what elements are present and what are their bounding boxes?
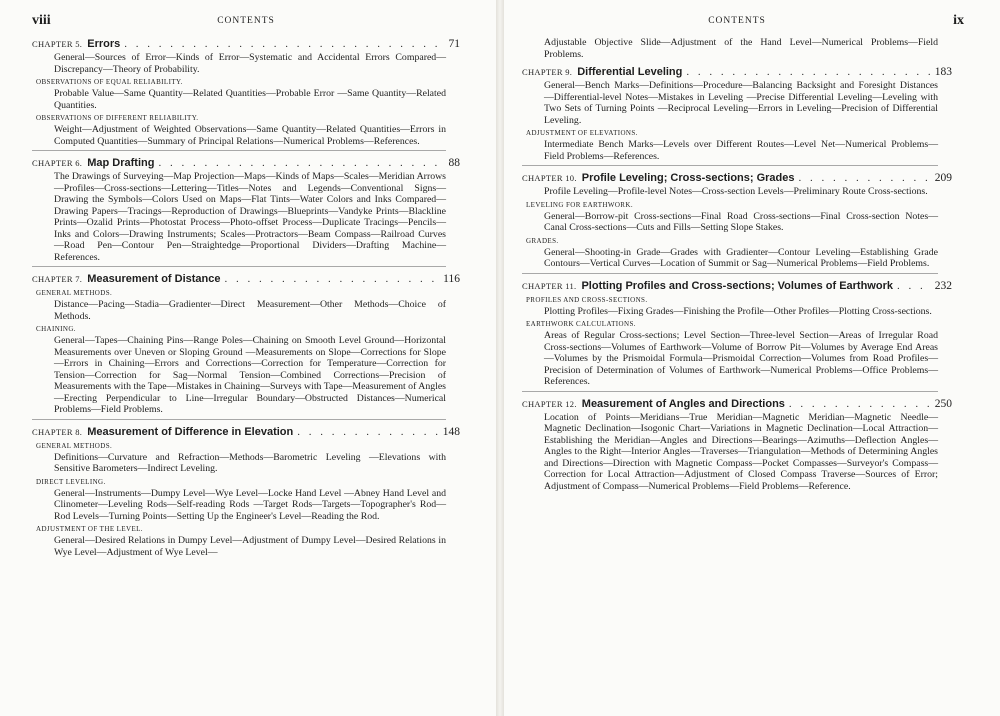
chapter-title: Profile Leveling; Cross-sections; Grades (581, 172, 795, 184)
chapter-list (32, 37, 460, 558)
section-topics: The Drawings of Surveying—Map Projection—Maps—Kinds of Maps—Scales—Meridian Arrows—Profiles—Cross-sections—Lettering—Titles—Notes and Legends—Conventional Signs—Drawing the Symbols—Colors Used on Maps—Flat Tints—Water Colors and Inks Compared—Drawing Papers—Tracings—Reproduction of Drawings—Blueprints—Vandyke Prints—Blackline Prints—Ozalid Prints—Photostat Process—Photo-offset Process—Duplicate Tracings—Pencils—Inks and Colors—Drawing Instruments; Scales—Protractors—Beam Compass—Railroad Curves —Road Pen—Contour Pen—Straightedge—Proportional Dividers—Drafting Machine—References. (54, 171, 446, 263)
leader-dots (789, 397, 931, 411)
chapter-title: Errors (87, 38, 121, 50)
chapter-title: Plotting Profiles and Cross-sections; Volumes of Earthwork (581, 279, 893, 292)
chapter-page-number: 88 (448, 157, 460, 169)
section-topics: General—Tapes—Chaining Pins—Range Poles—Chaining on Smooth Level Ground—Horizontal Measurements over Uneven or Sloping Ground —Measurements on Slope—Corrections for Slope—Errors in Chaining—Errors and Corrections—Correction for Temperature—Correction for Tension—Correction for Sag—Normal Tension—Combined Corrections—Precision of Measurements with the Tape—Mistakes in Chaining—Surveys with Tape—Measurement of Angles—Erecting Perpendicular to Line—Irregular Boundary—Obstructed Distances—Numerical Problems—Field Problems. (54, 335, 446, 415)
section-topics: Definitions—Curvature and Refraction—Methods—Barometric Leveling —Elevations with Sensitive Barometers—Indirect Leveling. (54, 451, 446, 474)
chapter-page-number: 183 (934, 66, 952, 78)
chapter-label: CHAPTER 7. (32, 274, 83, 284)
section-topics: Profile Leveling—Profile-level Notes—Cross-section Levels—Preliminary Route Cross-sections. (544, 186, 928, 197)
section-topics: General—Instruments—Dumpy Level—Wye Level—Locke Hand Level —Abney Hand Level and Clinometer—Leveling Rods—Self-reading Rods —Target Rods—Targets—Topographer's Rod—Rod Levels—Turning Points—Setting Up the Engineer's Level—Reading the Rod. (54, 487, 446, 522)
chapter-page-number: 250 (934, 397, 952, 410)
section-heading: EARTHWORK CALCULATIONS. (526, 320, 636, 328)
chapter-entry (32, 425, 460, 559)
left-page-content (32, 0, 460, 558)
chapter-page-number: 116 (443, 273, 460, 285)
left-page (0, 0, 496, 716)
section-topics: General—Desired Relations in Dumpy Level—Adjustment of Dumpy Level—Desired Relations in Wye Level—Adjustment of Wye Level— (54, 535, 446, 558)
section-topics: Intermediate Bench Marks—Levels over Different Routes—Level Net—Numerical Problems—Field Problems—References. (544, 139, 938, 162)
chapter-label: CHAPTER 11. (522, 280, 577, 291)
leader-dots (124, 37, 444, 51)
chapter-divider (522, 391, 938, 392)
chapter-label: CHAPTER 6. (32, 158, 83, 168)
section-heading: LEVELING FOR EARTHWORK. (526, 200, 633, 209)
section-topics: General—Sources of Error—Kinds of Error—Systematic and Accidental Errors Compared—Discrepancy—Theory of Probability. (54, 52, 446, 75)
leader-dots (686, 65, 930, 79)
chapter-divider (32, 150, 446, 151)
chapter-divider (522, 273, 938, 274)
chapter-entry (32, 37, 460, 151)
continuation-text: Adjustable Objective Slide—Adjustment of the Hand Level—Numerical Problems—Field Problems. (544, 37, 938, 60)
chapter-entry (32, 156, 460, 267)
chapter-list (522, 65, 952, 492)
chapter-divider (32, 419, 446, 420)
section-topics: Probable Value—Same Quantity—Related Quantities—Probable Error —Same Quantity—Related Quantities. (54, 88, 446, 111)
chapter-page-number: 71 (448, 38, 460, 50)
section-topics: General—Borrow-pit Cross-sections—Final Road Cross-sections—Final Cross-section Notes—Canal Cross-sections—Cuts and Fills—Setting Slope Stakes. (544, 210, 938, 233)
chapter-page-number: 209 (934, 172, 952, 184)
right-page-content (522, 0, 964, 492)
section-heading: GENERAL METHODS. (36, 289, 113, 297)
leader-dots (158, 156, 444, 170)
section-heading: DIRECT LEVELING. (36, 477, 106, 486)
chapter-divider (32, 266, 446, 267)
chapter-title: Measurement of Angles and Directions (581, 397, 785, 410)
chapter-page-number: 148 (442, 425, 460, 438)
chapter-label: CHAPTER 5. (32, 39, 83, 49)
chapter-label: CHAPTER 10. (522, 173, 577, 183)
section-topics: Areas of Regular Cross-sections; Level Section—Three-level Section—Areas of Irregular Road Cross-sections—Volumes of Earthwork—Volume of Borrow Pit—Volumes by Average End Areas—Volumes by the Prismoidal Formula—Prismoidal Correction—Volumes from Road Profiles—Precision of Determination of Volumes of Earthwork—Numerical Problems—Office Problems—References. (544, 330, 938, 387)
right-running-head (522, 13, 964, 31)
chapter-entry (32, 272, 460, 420)
leader-dots (897, 279, 931, 293)
running-title: CONTENTS (708, 16, 766, 26)
page-number: viii (32, 13, 51, 28)
chapter-label: CHAPTER 9. (522, 67, 573, 77)
chapter-entry (522, 171, 952, 274)
chapter-title: Measurement of Difference in Elevation (87, 425, 294, 438)
section-topics: Distance—Pacing—Stadia—Gradienter—Direct Measurement—Other Methods—Choice of Methods. (54, 299, 446, 322)
chapter-heading[interactable] (522, 397, 952, 411)
section-topics: General—Shooting-in Grade—Grades with Gradienter—Contour Leveling—Establishing Grade Contours—Vertical Curves—Location of Summit or Sag—Numerical Problems—Field Problems. (544, 246, 938, 269)
chapter-title: Map Drafting (87, 157, 155, 169)
section-heading: OBSERVATIONS OF DIFFERENT RELIABILITY. (36, 114, 199, 122)
chapter-heading[interactable] (522, 279, 952, 293)
chapter-page-number: 232 (934, 279, 952, 292)
section-heading: ADJUSTMENT OF ELEVATIONS. (526, 129, 638, 137)
leader-dots (297, 425, 439, 439)
section-topics: Plotting Profiles—Fixing Grades—Finishing the Profile—Other Profiles—Plotting Cross-sections. (544, 305, 932, 317)
section-topics: General—Bench Marks—Definitions—Procedure—Balancing Backsight and Foresight Distances—Differential-level Notes—Mistakes in Leveling —Precise Differential Leveling—Leveling with Two Sets of Turning Points —Reciprocal Leveling—Errors in Leveling—Precision of Differential Leveling. (544, 80, 938, 126)
chapter-entry (522, 279, 952, 392)
section-heading: ADJUSTMENT OF THE LEVEL. (36, 525, 143, 533)
left-running-head (32, 15, 460, 31)
chapter-label: CHAPTER 12. (522, 398, 577, 409)
section-heading: CHAINING. (36, 325, 76, 333)
leader-dots (799, 171, 931, 185)
chapter-heading[interactable] (32, 156, 460, 170)
chapter-title: Measurement of Distance (87, 273, 221, 285)
chapter-heading[interactable] (522, 65, 952, 79)
chapter-divider (522, 165, 938, 166)
section-heading: GRADES. (526, 236, 559, 245)
section-topics: Weight—Adjustment of Weighted Observations—Same Quantity—Related Quantities—Errors in Computed Quantities—Summary of Principal Relations—Numerical Problems—References. (54, 124, 446, 147)
book-gutter (496, 0, 504, 716)
chapter-entry (522, 397, 952, 493)
chapter-heading[interactable] (522, 171, 952, 185)
chapter-title: Differential Leveling (577, 66, 683, 78)
chapter-label: CHAPTER 8. (32, 426, 83, 437)
right-page (504, 0, 1000, 716)
section-topics: Location of Points—Meridians—True Meridian—Magnetic Meridian—Magnetic Needle—Magnetic Declination—Isogonic Chart—Variations in Magnetic Declination—Local Attraction—Establishing the Meridian—Angles and Directions—Bearings—Azimuths—Deflection Angles—Angles to the Right—Interior Angles—Traverses—Triangulation—Methods of Determining Angles and Directions—Direction with Magnetic Compass—Pocket Compasses—Surveyor's Compass—Correction for Local Attraction—Adjustment of Closed Compass Traverse—Sources of Error; Adjustment of Compass—Numerical Problems—Field Problems—Reference. (544, 411, 938, 492)
page-number: ix (953, 13, 964, 28)
section-heading: OBSERVATIONS OF EQUAL RELIABILITY. (36, 78, 183, 86)
leader-dots (225, 272, 440, 286)
section-heading: PROFILES AND CROSS-SECTIONS. (526, 295, 648, 304)
section-heading: GENERAL METHODS. (36, 441, 113, 450)
running-title: CONTENTS (217, 16, 275, 26)
chapter-heading[interactable] (32, 37, 460, 51)
chapter-heading[interactable] (32, 425, 460, 439)
chapter-entry (522, 65, 952, 166)
chapter-heading[interactable] (32, 272, 460, 286)
